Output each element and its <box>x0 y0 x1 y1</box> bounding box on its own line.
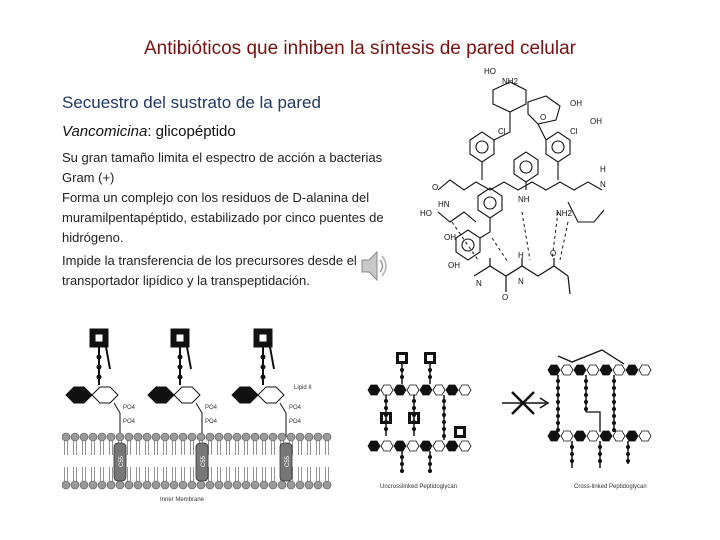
label-nh2-2: NH2 <box>556 209 573 218</box>
label-po4-2a: PO4 <box>205 405 218 411</box>
label-hn-1: HN <box>438 200 450 209</box>
label-n-1: N <box>600 180 606 189</box>
slide-subtitle: Secuestro del sustrato de la pared <box>62 93 321 112</box>
uncrosslinked-peptidoglycan <box>368 352 471 473</box>
lipid-ii-membrane-diagram <box>62 325 334 505</box>
label-oh-2: OH <box>590 117 602 126</box>
peptidoglycan-crosslink-diagram <box>362 340 652 500</box>
label-ho-top: HO <box>484 67 496 76</box>
paragraph-transfer: Impide la transferencia de los precursores desde el transportador lipídico y la transpeptidación. <box>62 253 357 288</box>
speaker-icon[interactable] <box>358 244 388 288</box>
label-o-4: O <box>550 249 557 258</box>
label-po4-1b: PO4 <box>123 419 136 425</box>
label-c55-3: C55 <box>285 455 291 467</box>
label-po4-1a: PO4 <box>123 405 136 411</box>
blocked-x-mark <box>502 392 548 414</box>
label-nh-1: NH <box>518 195 530 204</box>
drug-name: Vancomicina <box>62 123 148 140</box>
label-c55-1: C55 <box>119 455 125 467</box>
drug-line <box>62 123 236 140</box>
label-uncrosslinked: Uncrosslinked Peptidoglycan <box>380 484 458 490</box>
label-crosslinked: Cross-linked Peptidoglycan <box>574 484 647 490</box>
label-h-1: H <box>600 165 606 174</box>
label-nh2-top: NH2 <box>502 77 519 86</box>
label-oh-1: OH <box>570 99 582 108</box>
label-cl-2: Cl <box>570 127 578 136</box>
label-o-3: O <box>502 293 509 302</box>
label-ho-2: HO <box>420 209 432 218</box>
paragraph-spectrum: Su gran tamaño limita el espectro de acción a bacterias Gram (+) <box>62 150 383 185</box>
label-o-2: O <box>432 183 439 192</box>
label-c55-2: C55 <box>201 455 207 467</box>
label-inner-membrane: Inner Membrane <box>160 497 205 503</box>
label-lipid-ii: Lipid II <box>294 385 312 391</box>
slide-title: Antibióticos que inhiben la síntesis de pared celular <box>144 38 576 59</box>
label-po4-3b: PO4 <box>289 419 302 425</box>
label-oh-3: OH <box>444 233 456 242</box>
label-o-1: O <box>540 113 547 122</box>
crosslinked-peptidoglycan <box>548 350 651 468</box>
label-n-2: N <box>476 279 482 288</box>
label-h-2: H <box>518 251 524 260</box>
label-oh-4: OH <box>448 261 460 270</box>
label-cl-1: Cl <box>498 127 506 136</box>
label-po4-2b: PO4 <box>205 419 218 425</box>
label-n-3: N <box>518 277 524 286</box>
paragraph-complex: Forma un complejo con los residuos de D-alanina del muramilpentapéptido, estabilizado por cinco puentes de hidrógeno. <box>62 190 384 245</box>
drug-description: : glicopéptido <box>147 123 236 140</box>
label-po4-3a: PO4 <box>289 405 302 411</box>
vancomycin-structure-diagram <box>418 62 614 304</box>
